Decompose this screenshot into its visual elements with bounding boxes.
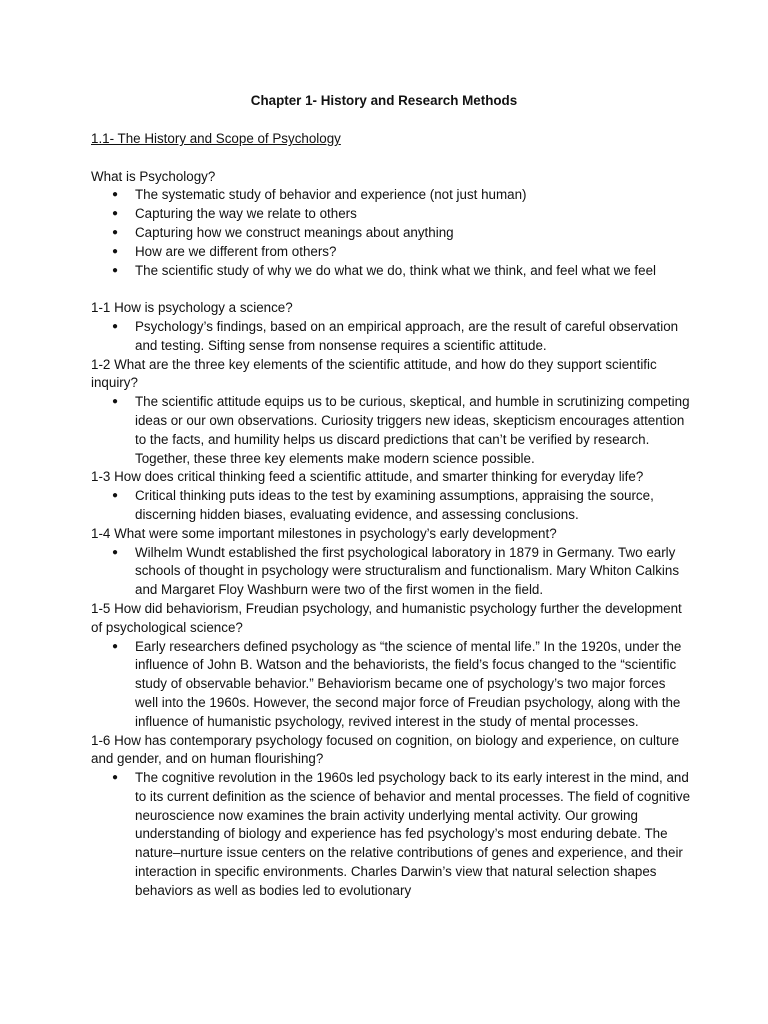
answer-list bbox=[91, 638, 691, 732]
document-body bbox=[91, 130, 691, 901]
what-is-question: What is Psychology? bbox=[91, 168, 216, 184]
list-item: ● The systematic study of behavior and experience (not just human) bbox=[135, 186, 691, 205]
answer-1-5: ● Early researchers defined psychology as “the science of mental life.” In the 1920s, under the influence of John B. Watson and the behaviorists, the field’s focus changed to the “scientific study of observable behavior.” Behaviorism became one of psychology’s two major forces well into the 1960s. However, the second major force of Freudian psychology, along with the influence of humanistic psychology, revived interest in the study of mental processes. bbox=[135, 638, 691, 732]
question-1-6: 1-6 How has contemporary psychology focused on cognition, on biology and experience, on culture and gender, and on human flourishing? bbox=[91, 732, 680, 767]
spacer bbox=[91, 280, 691, 299]
list-item: ● Capturing the way we relate to others bbox=[135, 205, 691, 224]
answer-list bbox=[91, 393, 691, 468]
question-1-3: 1-3 How does critical thinking feed a scientific attitude, and smarter thinking for everyday life? bbox=[91, 469, 644, 485]
question-1-2: 1-2 What are the three key elements of the scientific attitude, and how do they support scientific inquiry? bbox=[91, 356, 657, 391]
answer-list bbox=[91, 318, 691, 356]
chapter-title: Chapter 1- History and Research Methods bbox=[250, 93, 518, 108]
answer-list bbox=[91, 487, 691, 525]
list-item: ● Capturing how we construct meanings about anything bbox=[135, 224, 691, 243]
answer-list bbox=[91, 769, 691, 901]
what-is-list bbox=[91, 186, 691, 280]
answer-1-1: ● Psychology’s findings, based on an empirical approach, are the result of careful observation and testing. Sifting sense from nonsense requires a scientific attitude. bbox=[135, 318, 691, 356]
section-heading: 1.1- The History and Scope of Psychology bbox=[91, 131, 341, 146]
answer-1-4: ● Wilhelm Wundt established the first psychological laboratory in 1879 in Germany. Two early schools of thought in psychology were structuralism and functionalism. Mary Whiton Calkins and Margaret Floy Washburn were two of the first women in the field. bbox=[135, 544, 691, 600]
answer-1-3: ● Critical thinking puts ideas to the test by examining assumptions, appraising the source, discerning hidden biases, evaluating evidence, and assessing conclusions. bbox=[135, 487, 691, 525]
question-1-5: 1-5 How did behaviorism, Freudian psychology, and humanistic psychology further the development of psychological science? bbox=[91, 600, 682, 635]
answer-1-6: ● The cognitive revolution in the 1960s led psychology back to its early interest in the mind, and to its current definition as the science of behavior and mental processes. The field of cognitive neuroscience now examines the brain activity underlying mental activity. Our growing understanding of biology and experience has fed psychology’s most enduring debate. The nature–nurture issue centers on the relative contributions of genes and experience, and their interaction in specific environments. Charles Darwin’s view that natural selection shapes behaviors as well as bodies led to evolutionary bbox=[135, 769, 691, 901]
list-item: ● How are we different from others? bbox=[135, 243, 691, 262]
list-item: ● The scientific study of why we do what we do, think what we think, and feel what we feel bbox=[135, 262, 691, 281]
question-1-1: 1-1 How is psychology a science? bbox=[91, 300, 293, 316]
question-1-4: 1-4 What were some important milestones in psychology’s early development? bbox=[91, 525, 557, 541]
answer-1-2: ● The scientific attitude equips us to be curious, skeptical, and humble in scrutinizing competing ideas or our own observations. Curiosity triggers new ideas, skepticism encourages attention to the facts, and humility helps us discard predictions that can’t be verified by research. Together, these three key elements make modern science possible. bbox=[135, 393, 691, 468]
answer-list bbox=[91, 544, 691, 600]
